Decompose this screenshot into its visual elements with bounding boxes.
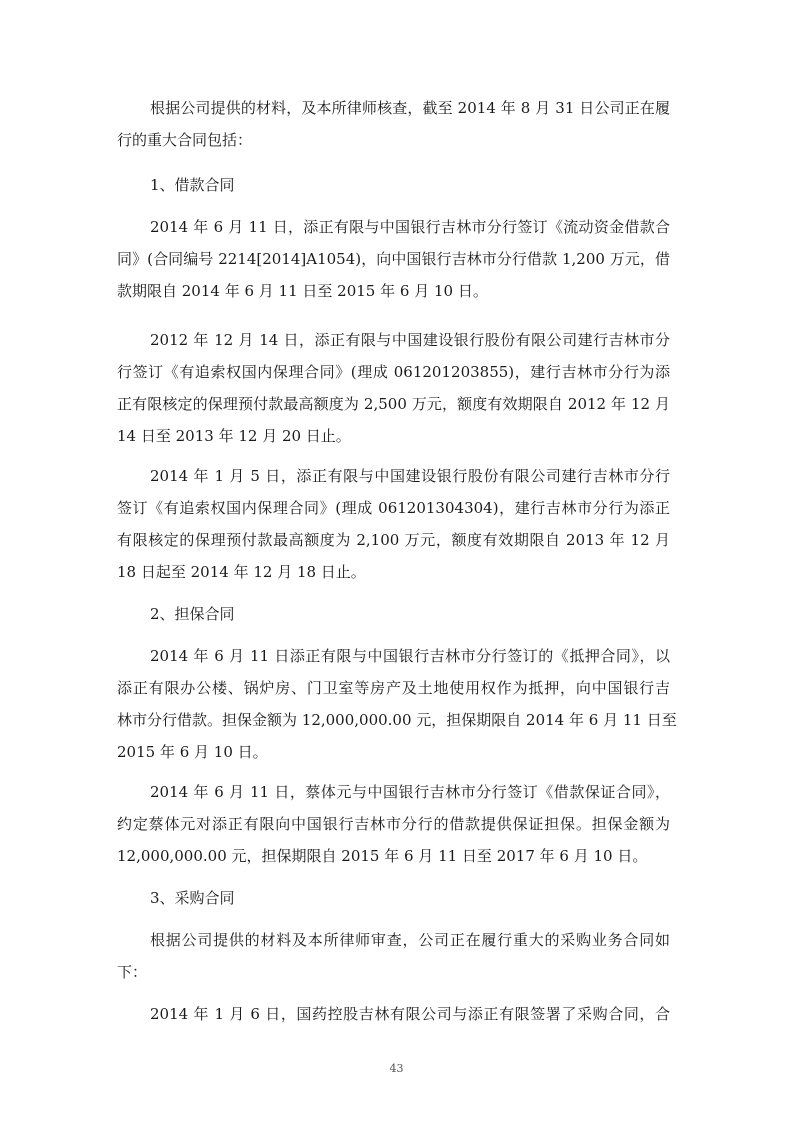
- paragraph-loan-1-line-3: 款期限自 2014 年 6 月 11 日至 2015 年 6 月 10 日。: [117, 282, 488, 300]
- paragraph-guarantee-2-line-3: 12,000,000.00 元，担保期限自 2015 年 6 月 11 日至 2017 年 6 月 10 日。: [117, 847, 648, 865]
- paragraph-loan-1-line-1: 2014 年 6 月 11 日，添正有限与中国银行吉林市分行签订《流动资金借款合: [150, 218, 670, 236]
- page-number: 43: [389, 1062, 404, 1075]
- section-heading-guarantee-contracts: 2、担保合同: [150, 605, 235, 623]
- paragraph-intro-line-1: 根据公司提供的材料，及本所律师核查，截至 2014 年 8 月 31 日公司正在履: [150, 99, 670, 117]
- paragraph-loan-3-line-4: 18 日起至 2014 年 12 月 18 日止。: [117, 563, 366, 581]
- paragraph-guarantee-2-line-1: 2014 年 6 月 11 日，蔡体元与中国银行吉林市分行签订《借款保证合同》，: [150, 783, 670, 801]
- paragraph-guarantee-1-line-2: 添正有限办公楼、锅炉房、门卫室等房产及土地使用权作为抵押，向中国银行吉: [117, 679, 670, 697]
- paragraph-loan-2-line-4: 14 日至 2013 年 12 月 20 日止。: [117, 427, 351, 445]
- paragraph-loan-2-line-2: 行签订《有追索权国内保理合同》(理成 061201203855)，建行吉林市分行为添: [117, 363, 670, 381]
- paragraph-purchase-intro-line-1: 根据公司提供的材料及本所律师审查，公司正在履行重大的采购业务合同如: [150, 931, 670, 949]
- paragraph-purchase-intro-line-2: 下：: [117, 963, 148, 981]
- paragraph-loan-3-line-3: 有限核定的保理预付款最高额度为 2,100 万元，额度有效期限自 2013 年 12 月: [117, 531, 670, 549]
- paragraph-purchase-1-line-1: 2014 年 1 月 6 日，国药控股吉林有限公司与添正有限签署了采购合同，合: [150, 1005, 670, 1023]
- paragraph-guarantee-1-line-3: 林市分行借款。担保金额为 12,000,000.00 元，担保期限自 2014 年 6 月 11 日至: [117, 711, 677, 729]
- section-heading-loan-contracts: 1、借款合同: [150, 176, 235, 194]
- paragraph-loan-1-line-2: 同》(合同编号 2214[2014]A1054)，向中国银行吉林市分行借款 1,200 万元，借: [117, 250, 670, 268]
- paragraph-intro-line-2: 行的重大合同包括：: [117, 131, 253, 149]
- paragraph-guarantee-2-line-2: 约定蔡体元对添正有限向中国银行吉林市分行的借款提供保证担保。担保金额为: [117, 815, 670, 833]
- section-heading-purchase-contracts: 3、采购合同: [150, 889, 235, 907]
- paragraph-guarantee-1-line-4: 2015 年 6 月 10 日。: [117, 743, 268, 761]
- paragraph-loan-3-line-2: 签订《有追索权国内保理合同》(理成 061201304304)，建行吉林市分行为添正: [117, 499, 670, 517]
- paragraph-loan-2-line-3: 正有限核定的保理预付款最高额度为 2,500 万元，额度有效期限自 2012 年 12 月: [117, 395, 670, 413]
- paragraph-loan-2-line-1: 2012 年 12 月 14 日，添正有限与中国建设银行股份有限公司建行吉林市分: [150, 331, 670, 349]
- paragraph-loan-3-line-1: 2014 年 1 月 5 日，添正有限与中国建设银行股份有限公司建行吉林市分行: [150, 467, 670, 485]
- paragraph-guarantee-1-line-1: 2014 年 6 月 11 日添正有限与中国银行吉林市分行签订的《抵押合同》，以: [150, 647, 670, 665]
